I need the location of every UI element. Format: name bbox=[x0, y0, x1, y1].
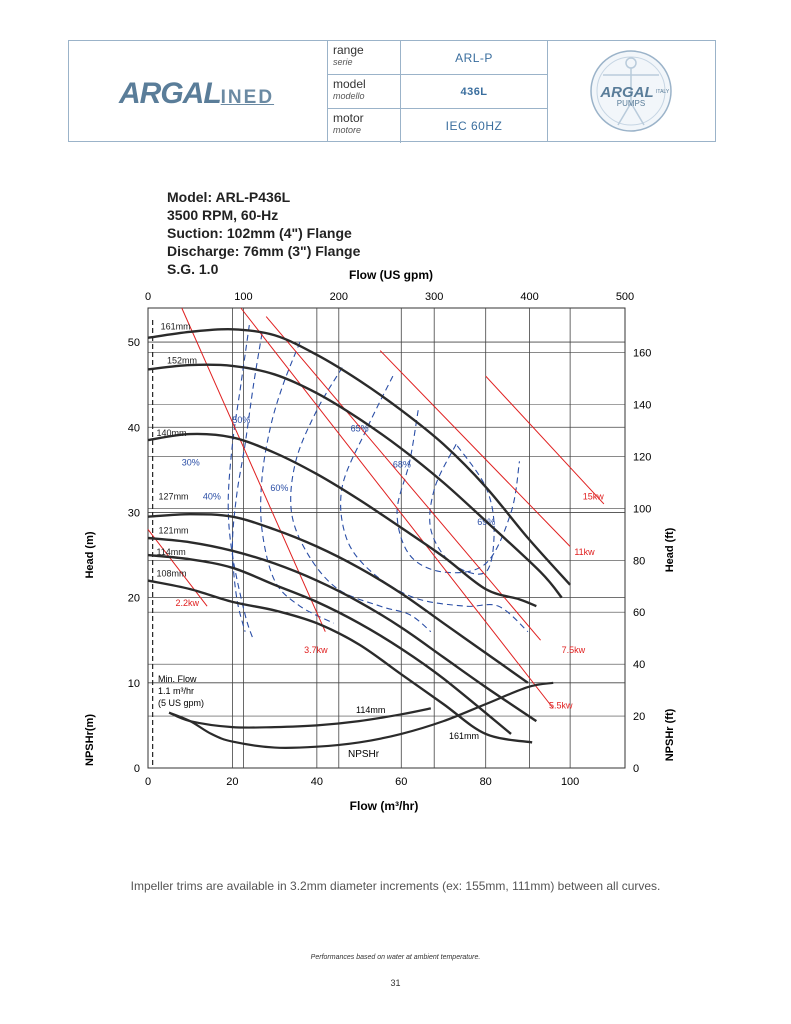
bottom-tick-label: 80 bbox=[479, 776, 492, 788]
min-flow-label-3: (5 US gpm) bbox=[158, 698, 205, 708]
power-line bbox=[380, 351, 570, 547]
power-label: 2.2kw bbox=[175, 598, 199, 609]
efficiency-label: 69% bbox=[477, 517, 496, 528]
left-tick-label: 0 bbox=[133, 763, 140, 775]
power-line bbox=[182, 308, 326, 632]
model-value: 436L bbox=[460, 85, 488, 98]
efficiency-label: 60% bbox=[270, 483, 289, 494]
brand-suffix: INED bbox=[220, 87, 275, 108]
right-tick-label: 120 bbox=[633, 451, 652, 464]
left-tick-label: 50 bbox=[127, 337, 140, 350]
badge-italy: ITALY bbox=[656, 89, 670, 95]
motor-label-en: motor bbox=[333, 111, 364, 125]
left-axis-label-npshr: NPSHr(m) bbox=[84, 714, 96, 766]
top-tick-label: 300 bbox=[425, 291, 444, 303]
motor-value: IEC 60HZ bbox=[445, 119, 503, 133]
efficiency-label: 40% bbox=[202, 491, 221, 502]
sg-line: S.G. 1.0 bbox=[167, 261, 219, 277]
power-label: 7.5kw bbox=[561, 645, 586, 655]
head-curve bbox=[148, 514, 528, 683]
top-tick-label: 100 bbox=[234, 291, 253, 303]
head-curve-label: 127mm bbox=[158, 491, 189, 502]
npshr-curve bbox=[169, 708, 431, 727]
power-label: 5.5kw bbox=[549, 700, 573, 711]
model-line: Model: ARL-P436L bbox=[167, 189, 291, 205]
min-flow-label-2: 1.1 m³/hr bbox=[158, 686, 195, 696]
npshr-114-label: 114mm bbox=[356, 705, 386, 715]
npshr-label: NPSHr bbox=[348, 749, 380, 760]
range-label-it: serie bbox=[333, 57, 353, 67]
right-axis-label-npshr: NPSHr (ft) bbox=[664, 708, 676, 762]
head-curve-label: 114mm bbox=[156, 547, 186, 558]
efficiency-contours bbox=[182, 325, 528, 640]
page-number: 31 bbox=[390, 978, 401, 988]
performance-note: Performances based on water at ambient temperature. bbox=[310, 954, 481, 961]
top-tick-label: 400 bbox=[520, 291, 539, 303]
motor-label-it: motore bbox=[333, 125, 362, 135]
power-label: 15kw bbox=[582, 491, 604, 502]
right-axis-label: Head (ft) bbox=[664, 527, 676, 573]
efficiency-contour bbox=[228, 325, 253, 640]
right-tick-label: 20 bbox=[633, 711, 646, 724]
power-label: 3.7kw bbox=[304, 645, 328, 655]
right-tick-label: 140 bbox=[633, 399, 652, 412]
right-tick-label: 100 bbox=[633, 503, 652, 516]
model-label-it: modello bbox=[333, 91, 365, 101]
range-value: ARL-P bbox=[455, 50, 493, 65]
brand-main: ARGAL bbox=[119, 77, 221, 110]
bottom-axis-label: Flow (m³/hr) bbox=[349, 799, 419, 813]
left-tick-label: 20 bbox=[127, 592, 140, 605]
plot-frame bbox=[148, 308, 625, 768]
suction-line: Suction: 102mm (4") Flange bbox=[167, 225, 352, 241]
bottom-tick-label: 40 bbox=[310, 776, 323, 788]
head-curve-label: 152mm bbox=[166, 355, 198, 366]
left-tick-label: 30 bbox=[127, 507, 140, 520]
head-curve-label: 121mm bbox=[158, 525, 189, 536]
right-tick-label: 60 bbox=[633, 607, 646, 620]
head-curves bbox=[148, 321, 570, 742]
left-axis-label: Head (m) bbox=[84, 531, 96, 579]
npshr-161-label: 161mm bbox=[449, 731, 480, 741]
top-tick-label: 200 bbox=[329, 291, 348, 303]
min-flow-label-1: Min. Flow bbox=[158, 674, 197, 684]
head-curve bbox=[148, 538, 536, 721]
right-tick-label: 40 bbox=[633, 659, 646, 672]
efficiency-label: 65% bbox=[350, 423, 369, 434]
model-label-en: model bbox=[333, 77, 366, 91]
head-curve-label: 108mm bbox=[156, 568, 187, 579]
badge-pumps: PUMPS bbox=[616, 99, 646, 108]
efficiency-contour bbox=[232, 334, 262, 632]
range-label-en: range bbox=[333, 43, 364, 57]
trim-note: Impeller trims are available in 3.2mm diameter increments (ex: 155mm, 111mm) between all curves. bbox=[130, 879, 661, 893]
top-axis-label: Flow (US gpm) bbox=[349, 268, 433, 282]
efficiency-label: 30% bbox=[181, 457, 200, 468]
badge-brand: ARGAL bbox=[600, 84, 654, 101]
top-tick-label: 0 bbox=[144, 291, 152, 303]
top-tick-label: 500 bbox=[615, 291, 635, 303]
efficiency-contour bbox=[397, 410, 519, 573]
discharge-line: Discharge: 76mm (3") Flange bbox=[167, 243, 361, 259]
left-tick-label: 40 bbox=[127, 422, 140, 435]
rpm-line: 3500 RPM, 60-Hz bbox=[167, 207, 279, 223]
head-curve-label: 140mm bbox=[156, 427, 187, 438]
right-tick-label: 80 bbox=[633, 555, 646, 568]
power-line bbox=[486, 376, 604, 504]
right-tick-label: 160 bbox=[633, 347, 652, 360]
bottom-tick-label: 100 bbox=[560, 776, 580, 788]
right-tick-label: 0 bbox=[633, 763, 640, 775]
bottom-tick-label: 60 bbox=[395, 776, 408, 788]
power-label: 11kw bbox=[574, 547, 595, 558]
head-curve-label: 161mm bbox=[160, 321, 191, 332]
efficiency-label: 50% bbox=[232, 415, 251, 425]
bottom-tick-label: 0 bbox=[144, 776, 152, 788]
left-tick-label: 10 bbox=[127, 677, 140, 690]
bottom-tick-label: 20 bbox=[226, 776, 239, 788]
power-lines bbox=[148, 308, 604, 710]
efficiency-label: 68% bbox=[392, 459, 411, 470]
